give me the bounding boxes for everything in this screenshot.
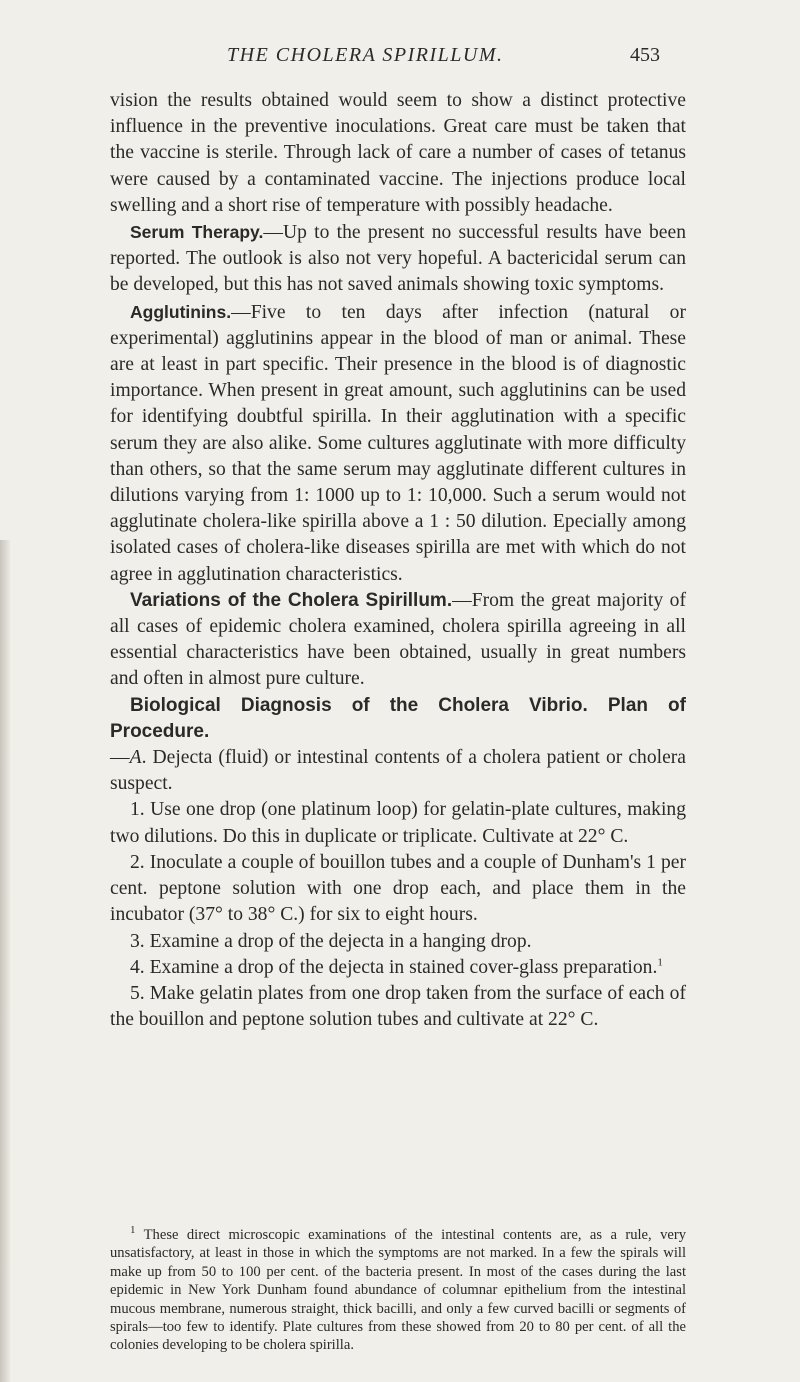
procedure-step-2: 2. Inoculate a couple of bouillon tubes and a couple of Dunham's 1 per cent. peptone solution with one drop each, and place them in the incubator (37° to 38° C.) for six to eight hours.: [110, 851, 686, 926]
procedure-step-4: [110, 955, 686, 981]
paragraph-agglutinins: [110, 299, 686, 588]
procedure-step-5: 5. Make gelatin plates from one drop taken from the surface of each of the bouillon and peptone solution tubes and cultivate at 22° C.: [110, 982, 686, 1031]
procedure-step-3: 3. Examine a drop of the dejecta in a hanging drop.: [130, 930, 532, 952]
diagnosis-letter: A: [129, 747, 142, 769]
paragraph-variations: [110, 588, 686, 693]
agglutinins-text: —Five to ten days after infection (natural or experimental) agglutinins appear in the blood of man or animal. These are at least in part specific. Their presence in the blood is of diagnostic importance. When present in great amount, such agglutinins can be used for identifying doubtful spirilla. In their agglutination with a specific serum they are also alike. Some cultures agglutinate with more difficulty than others, so that the same serum may agglutinate different cultures in dilutions varying from 1: 1000 up to 1: 10,000. Such a serum would not agglutinate cholera-like spirilla above a 1 : 50 dilution. Epecially among isolated cases of cholera-like diseases spirilla are met with which do not agree in agglutination characteristics.: [110, 301, 686, 585]
paragraph-vaccine: vision the results obtained would seem to show a distinct protective influence in the preventive inoculations. Great care must be taken that the vaccine is sterile. Through lack of care a number of cases of tetanus were caused by a contaminated vaccine. The injections produce local swelling and a short rise of temperature with possibly headache.: [110, 90, 686, 216]
heading-diagnosis: Biological Diagnosis of the Cholera Vibrio. Plan of Procedure.: [110, 694, 686, 742]
heading-serum-therapy: Serum Therapy.: [130, 222, 264, 243]
footnote-reference: 1: [657, 956, 663, 969]
footnote-paragraph: [110, 1226, 686, 1355]
binding-shadow: [0, 540, 10, 1382]
page-number: 453: [630, 44, 660, 66]
serum-therapy-text: —Up to the present no successful results have been reported. The outlook is also not very hopeful. A bactericidal serum can be developed, but this has not saved animals showing toxic symptoms.: [110, 222, 686, 296]
paragraph-diagnosis: [110, 693, 686, 798]
body-text: [110, 88, 686, 1033]
page-header: [115, 44, 660, 74]
heading-agglutinins: Agglutinins.: [130, 301, 232, 322]
variations-text: —From the great majority of all cases of epidemic cholera examined, cholera spirilla agreeing in all essential characteristics have been obtained, usually in great numbers and often in almost pure culture.: [110, 589, 686, 690]
paragraph-serum-therapy: [110, 219, 686, 299]
footnote-marker: 1: [130, 1224, 136, 1237]
footnote: [110, 1226, 686, 1355]
footnote-text: These direct microscopic examinations of the intestinal contents are, as a rule, very unsatisfactory, at least in those in which the symptoms are not marked. In a few the spirals will make up from 50 to 100 per cent. of the bacteria present. In most of the cases during the last epidemic in New York Dunham found abundance of columnar epithelium from the intestinal mucous membrane, numerous straight, thick bacilli, and only a few curved bacilli or segments of spirals—too few to identify. Plate cultures from these showed from 20 to 80 per cent. of all the colonies developing to be cholera spirilla.: [110, 1227, 686, 1354]
diagnosis-text: . Dejecta (fluid) or intestinal contents of a cholera patient or cholera suspect.: [110, 747, 686, 795]
diagnosis-dash: —: [110, 747, 130, 769]
running-title: THE CHOLERA SPIRILLUM.: [227, 44, 504, 66]
heading-variations: Variations of the Cholera Spirillum.: [130, 589, 453, 611]
step-4-text: 4. Examine a drop of the dejecta in stained cover-glass preparation.: [130, 956, 658, 978]
procedure-step-1: 1. Use one drop (one platinum loop) for gelatin-plate cultures, making two dilutions. Do this in duplicate or triplicate. Cultivate at 22° C.: [110, 799, 686, 847]
